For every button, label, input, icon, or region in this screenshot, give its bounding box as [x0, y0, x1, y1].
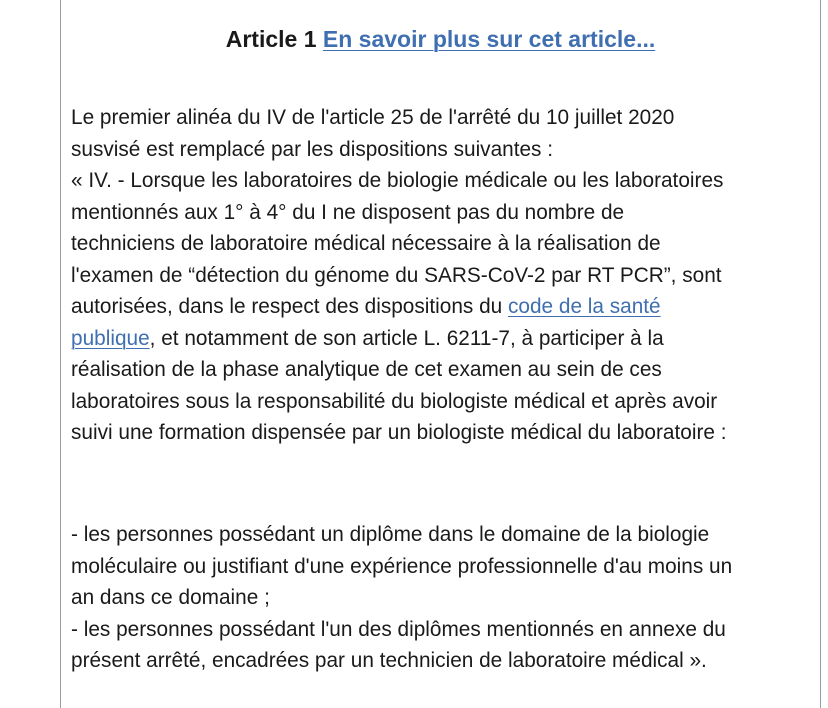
code-sante-publique-link-continued[interactable]: publique: [71, 326, 150, 350]
list-item-line: - les personnes possédant l'un des diplômes mentionnés en annexe du: [71, 617, 726, 641]
text-line: Le premier alinéa du IV de l'article 25 de l'arrêté du 10 juillet 2020: [71, 106, 675, 129]
text-line: suivi une formation dispensée par un biologiste médical du laboratoire :: [71, 421, 727, 444]
text-line: mentionnés aux 1° à 4° du I ne disposent pas du nombre de: [71, 200, 625, 224]
text-line: [71, 323, 811, 355]
article-panel: [60, 0, 821, 708]
list-item-line: moléculaire ou justifiant d'une expérience professionnelle d'au moins un: [71, 554, 733, 578]
text-line: techniciens de laboratoire médical nécessaire à la réalisation de: [71, 232, 661, 255]
article-title: Article 1: [225, 26, 317, 52]
list-item-line: an dans ce domaine ;: [71, 586, 270, 609]
text-line: l'examen de “détection du génome du SARS-CoV-2 par RT PCR”, sont: [71, 263, 722, 287]
code-sante-publique-link[interactable]: code de la santé: [508, 295, 661, 318]
article-paragraph-2: [71, 519, 811, 677]
text-segment: autorisées, dans le respect des dispositions du: [71, 295, 508, 318]
text-line: « IV. - Lorsque les laboratoires de biologie médicale ou les laboratoires: [71, 169, 724, 192]
article-paragraph-1: [71, 102, 811, 449]
text-line: susvisé est remplacé par les dispositions suivantes :: [71, 137, 554, 161]
text-line: laboratoires sous la responsabilité du biologiste médical et après avoir: [71, 389, 718, 413]
more-about-article-link[interactable]: En savoir plus sur cet article...: [322, 26, 656, 52]
text-segment: , et notamment de son article L. 6211-7, à participer à la: [149, 326, 664, 350]
text-line: réalisation de la phase analytique de cet examen au sein de ces: [71, 358, 662, 381]
list-item-line: présent arrêté, encadrées par un technicien de laboratoire médical ».: [71, 649, 707, 672]
list-item-line: - les personnes possédant un diplôme dans le domaine de la biologie: [71, 523, 710, 546]
article-heading: [61, 22, 820, 56]
text-line: [71, 291, 811, 323]
